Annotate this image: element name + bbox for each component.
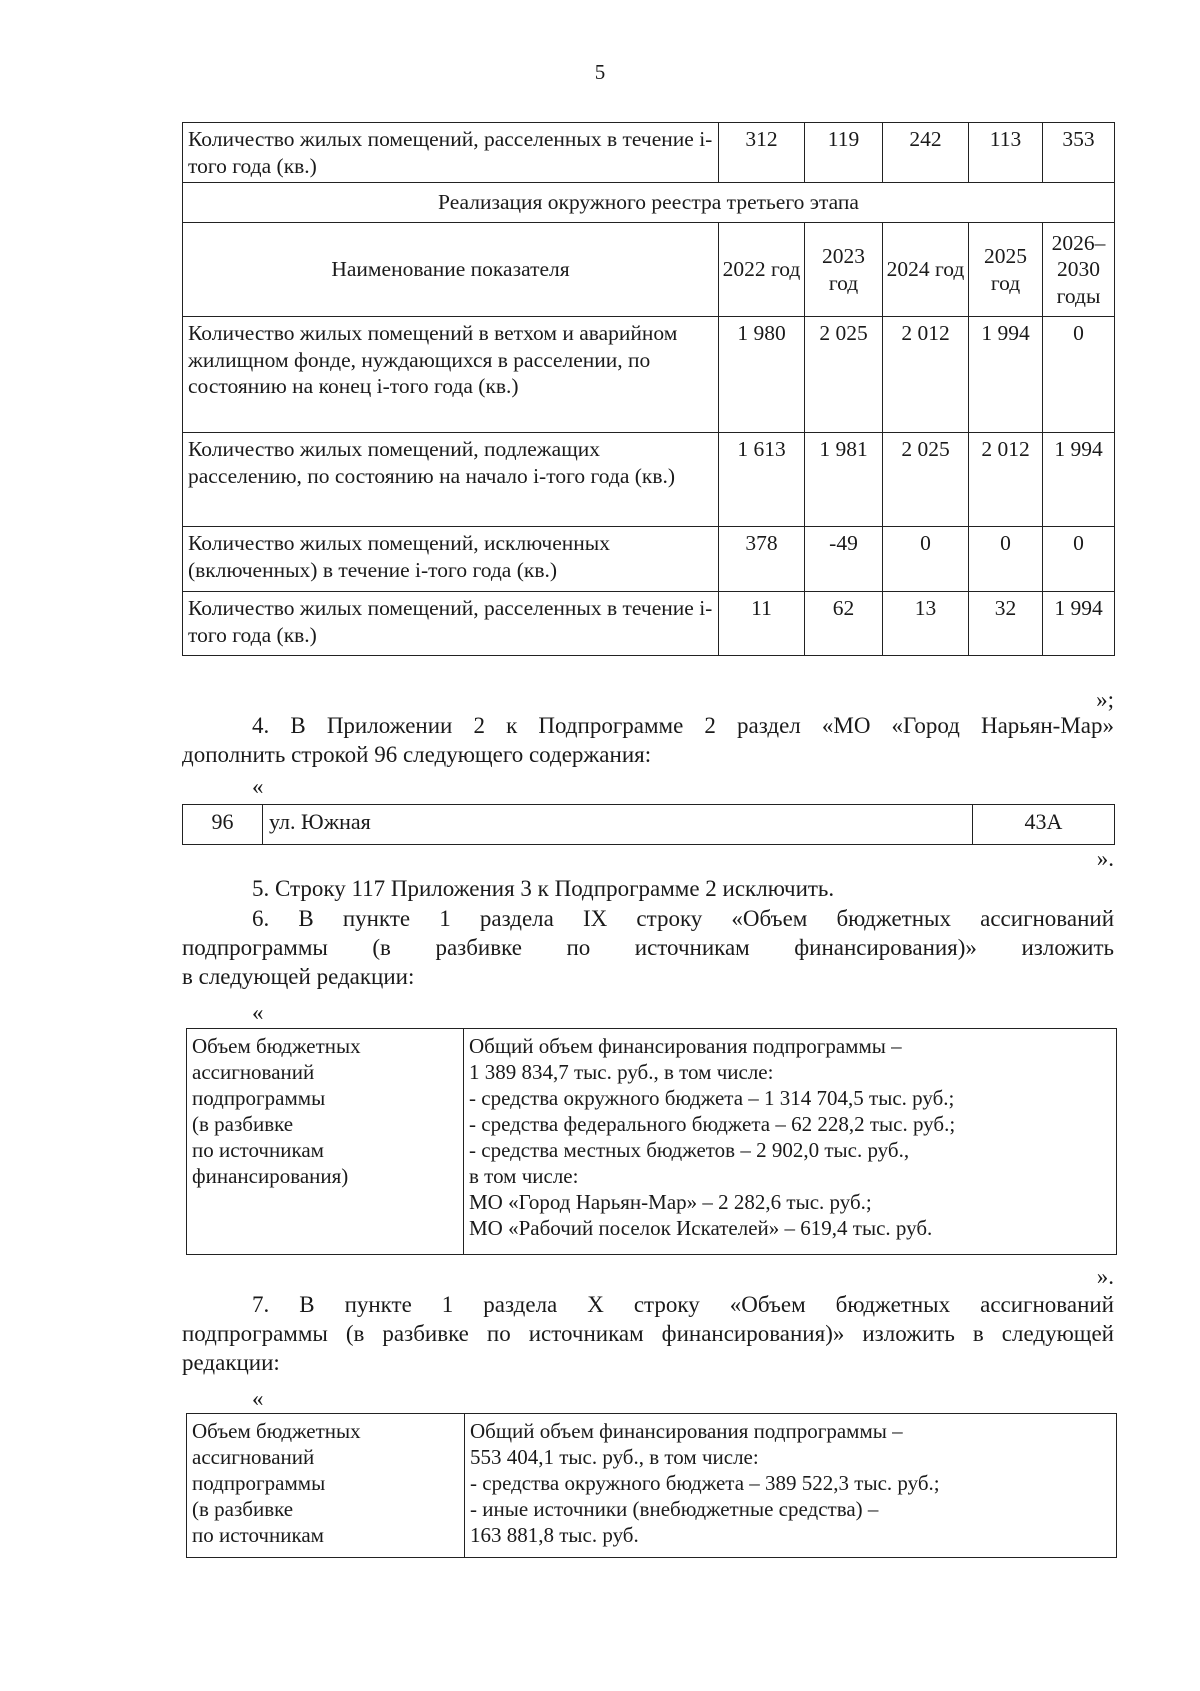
column-header-year: 2024 год (883, 223, 969, 317)
cell-value: 378 (719, 527, 805, 592)
content-line: 163 881,8 тыс. руб. (470, 1523, 639, 1547)
content-line: Общий объем финансирования подпрограммы – (470, 1419, 903, 1443)
label-line: (в разбивке (192, 1497, 294, 1521)
row-label: Количество жилых помещений в ветхом и аварийном жилищном фонде, нуждающихся в расселении, по состоянию на конец i-того года (кв.) (183, 317, 719, 433)
content-line: - средства местных бюджетов – 2 902,0 тыс. руб., (469, 1138, 910, 1162)
cell-value: 2 025 (883, 433, 969, 527)
content-line: Общий объем финансирования подпрограммы – (469, 1034, 902, 1058)
paragraph-6 (182, 904, 1114, 991)
table-row (187, 1414, 1117, 1558)
label-line: по источникам (192, 1138, 324, 1162)
paragraph-line: 6. В пункте 1 раздела IX строку «Объем бюджетных ассигнований (252, 906, 1114, 931)
table-row (183, 433, 1115, 527)
table-row (183, 805, 1115, 845)
cell-value: 312 (719, 123, 805, 183)
cell-value: 119 (805, 123, 883, 183)
paragraph-line: редакции: (182, 1350, 280, 1375)
paragraph-line: подпрограммы (в разбивке по источникам финансирования)» изложить в следующей (182, 1321, 1114, 1346)
table-row (183, 317, 1115, 433)
budget-content-cell (465, 1414, 1117, 1558)
content-line: в том числе: (469, 1164, 579, 1188)
cell-value: 2 012 (969, 433, 1043, 527)
content-line: МО «Рабочий поселок Искателей» – 619,4 тыс. руб. (469, 1216, 933, 1240)
row-label: Количество жилых помещений, исключенных (включенных) в течение i-того года (кв.) (183, 527, 719, 592)
opening-quote: « (252, 774, 264, 799)
paragraph-7 (182, 1290, 1114, 1377)
label-line: по источникам (192, 1523, 324, 1547)
cell-value: 2 025 (805, 317, 883, 433)
cell-value: 13 (883, 592, 969, 656)
resettlement-table (182, 122, 1115, 656)
paragraph-4 (182, 711, 1114, 769)
label-line: ассигнований (192, 1060, 315, 1084)
address-table (182, 804, 1115, 845)
paragraph-line: подпрограммы (в разбивке по источникам финансирования)» изложить (182, 935, 1114, 960)
cell-value: -49 (805, 527, 883, 592)
section-title: Реализация окружного реестра третьего этапа (183, 183, 1115, 223)
content-line: - средства окружного бюджета – 389 522,3 тыс. руб.; (470, 1471, 940, 1495)
closing-quote: »; (1096, 687, 1114, 712)
column-header-year: 2025 год (969, 223, 1043, 317)
cell-value: 1 994 (1043, 433, 1115, 527)
closing-quote: ». (1096, 846, 1114, 871)
column-header-year: 2022 год (719, 223, 805, 317)
paragraph-line: в следующей редакции: (182, 964, 415, 989)
table-row (183, 592, 1115, 656)
cell-value: 113 (969, 123, 1043, 183)
content-line: - средства федерального бюджета – 62 228,2 тыс. руб.; (469, 1112, 956, 1136)
table-row (183, 527, 1115, 592)
closing-quote: ». (1096, 1264, 1114, 1289)
label-line: ассигнований (192, 1445, 315, 1469)
opening-quote: « (252, 1000, 264, 1025)
column-header-year: 2026–2030 годы (1043, 223, 1115, 317)
row-number: 96 (183, 805, 263, 845)
budget-table-ix (186, 1028, 1117, 1255)
label-line: подпрограммы (192, 1086, 326, 1110)
cell-value: 242 (883, 123, 969, 183)
label-line: финансирования) (192, 1164, 349, 1188)
cell-value: 2 012 (883, 317, 969, 433)
row-label: Количество жилых помещений, расселенных в течение i-того года (кв.) (183, 592, 719, 656)
content-line: 553 404,1 тыс. руб., в том числе: (470, 1445, 759, 1469)
cell-value: 1 981 (805, 433, 883, 527)
cell-value: 1 994 (1043, 592, 1115, 656)
opening-quote: « (252, 1386, 264, 1411)
paragraph-line: дополнить строкой 96 следующего содержания: (182, 742, 652, 767)
paragraph-line: 7. В пункте 1 раздела X строку «Объем бюджетных ассигнований (252, 1292, 1114, 1317)
cell-value: 11 (719, 592, 805, 656)
row-label: Количество жилых помещений, расселенных в течение i-того года (кв.) (183, 123, 719, 183)
cell-value: 0 (1043, 317, 1115, 433)
cell-value: 1 613 (719, 433, 805, 527)
table-row (187, 1029, 1117, 1255)
table-row (183, 123, 1115, 183)
content-line: - иные источники (внебюджетные средства) – (470, 1497, 879, 1521)
label-line: Объем бюджетных (192, 1419, 361, 1443)
cell-value: 1 994 (969, 317, 1043, 433)
house-number: 43А (973, 805, 1115, 845)
cell-value: 32 (969, 592, 1043, 656)
cell-value: 353 (1043, 123, 1115, 183)
paragraph-line: 5. Строку 117 Приложения 3 к Подпрограмме 2 исключить. (252, 876, 835, 901)
label-line: подпрограммы (192, 1471, 326, 1495)
cell-value: 0 (1043, 527, 1115, 592)
label-line: (в разбивке (192, 1112, 294, 1136)
cell-value: 0 (969, 527, 1043, 592)
header-row (183, 223, 1115, 317)
section-title-row (183, 183, 1115, 223)
content-line: 1 389 834,7 тыс. руб., в том числе: (469, 1060, 774, 1084)
cell-value: 62 (805, 592, 883, 656)
page-number: 5 (594, 60, 606, 84)
paragraph-5 (182, 874, 1114, 903)
street-name: ул. Южная (263, 805, 973, 845)
column-header-year: 2023 год (805, 223, 883, 317)
cell-value: 1 980 (719, 317, 805, 433)
column-header-name: Наименование показателя (183, 223, 719, 317)
cell-value: 0 (883, 527, 969, 592)
paragraph-line: 4. В Приложении 2 к Подпрограмме 2 раздел «МО «Город Нарьян-Мар» (252, 713, 1114, 738)
content-line: МО «Город Нарьян-Мар» – 2 282,6 тыс. руб.; (469, 1190, 872, 1214)
budget-table-x (186, 1413, 1117, 1558)
content-line: - средства окружного бюджета – 1 314 704,5 тыс. руб.; (469, 1086, 955, 1110)
budget-label-cell (187, 1029, 464, 1255)
row-label: Количество жилых помещений, подлежащих расселению, по состоянию на начало i-того года (кв.) (183, 433, 719, 527)
budget-content-cell (464, 1029, 1117, 1255)
budget-label-cell (187, 1414, 465, 1558)
label-line: Объем бюджетных (192, 1034, 361, 1058)
